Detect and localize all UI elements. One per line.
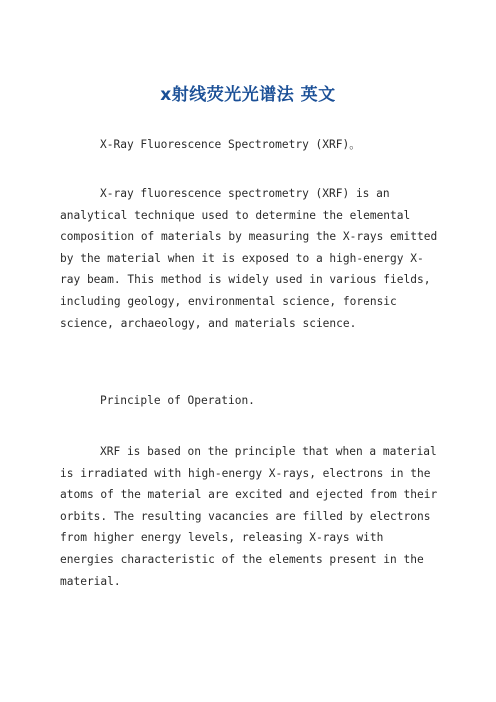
paragraph-heading-principle: Principle of Operation. <box>100 394 255 407</box>
paragraph-intro: X-ray fluorescence spectrometry (XRF) is an analytical technique used to determine the elemental composition of materials by measuring the X-rays emitted by the material when it is exposed to a high-energy X-ray beam. This method is widely used in various fields, including geology, environmental science, forensic science, archaeology, and materials science. <box>60 187 438 330</box>
paragraph-principle: XRF is based on the principle that when a material is irradiated with high-energy X-rays, electrons in the atoms of the material are excited and ejected from their orbits. The resulting vacancies are filled by electrons from higher energy levels, releasing X-rays with energies characteristic of the elements present in the material. <box>60 445 438 588</box>
paragraph-heading-xrf: X-Ray Fluorescence Spectrometry (XRF)。 <box>100 138 361 151</box>
document-title: x射线荧光光谱法 英文 <box>160 85 336 105</box>
